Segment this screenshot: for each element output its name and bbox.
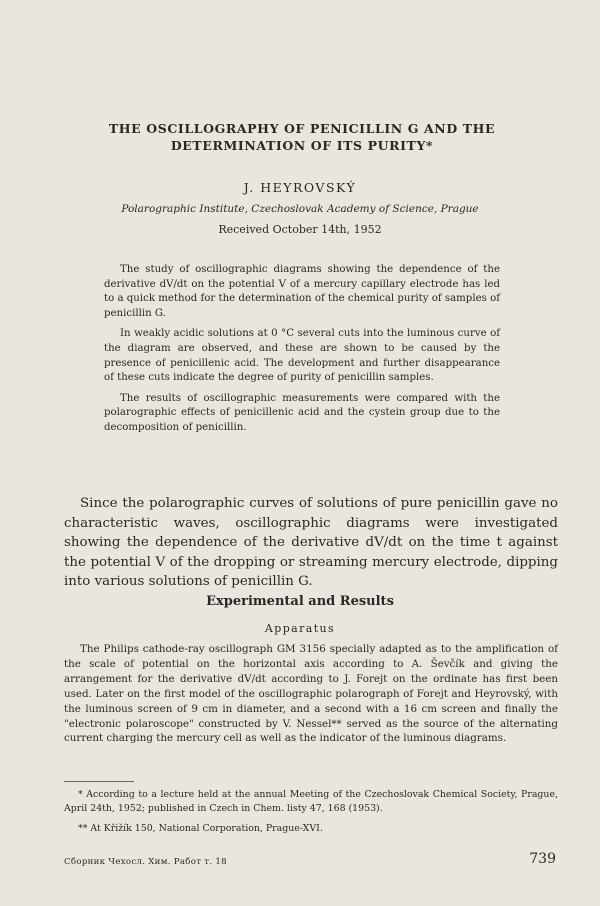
author-affiliation: Polarographic Institute, Czechoslovak Academy of Science, Prague <box>121 203 479 215</box>
running-footer: Сборник Чехосл. Хим. Работ т. 18 <box>64 857 227 867</box>
author-name: J. HEYROVSKÝ <box>243 180 357 195</box>
article-title: THE OSCILLOGRAPHY OF PENICILLIN G AND THE DETERMINATION OF ITS PURITY* <box>108 121 496 153</box>
received-date: Received October 14th, 1952 <box>218 223 382 236</box>
footnote-divider <box>64 781 134 782</box>
abstract-paragraph: The study of oscillographic diagrams showing the dependence of the derivative dV/dt on the potential V of a mercury capillary electrode has led to a quick method for the determination of the chemical purity of samples of penicillin G. <box>104 264 500 319</box>
abstract <box>104 263 500 442</box>
intro-paragraph: Since the polarographic curves of solutions of pure penicillin gave no characteristic waves, oscillographic diagrams were investigated showing the dependence of the derivative dV/dt on the time t against the potential V of the dropping or streaming mercury electrode, dipping into various solutions of penicillin G. <box>64 496 558 589</box>
footnote: ** At Křižík 150, National Corporation, Prague-XVI. <box>78 823 323 834</box>
page-number: 739 <box>529 851 556 867</box>
subsection-heading: Apparatus <box>264 622 336 635</box>
abstract-paragraph: In weakly acidic solutions at 0 °C several cuts into the luminous curve of the diagram are observed, and these are shown to be caused by the presence of penicillenic acid. The development and further disappearance of these cuts indicate the degree of purity of penicillin samples. <box>104 328 500 384</box>
footnote: * According to a lecture held at the annual Meeting of the Czechoslovak Chemical Society, Prague, April 24th, 1952; published in Czech in Chem. listy 47, 168 (1953). <box>64 789 558 814</box>
apparatus-paragraph: The Philips cathode-ray oscillograph GM 3156 specially adapted as to the amplification of the scale of potential on the horizontal axis according to A. Ševčík and giving the arrangement for the derivative dV/dt according to J. Forejt on the ordinate has first been used. Later on the first model of the oscillographic polarograph of Forejt and Heyrovský, with the luminous screen of 9 cm in diameter, and a second with a 16 cm screen and finally the "electronic polaroscope" constructed by V. Nessel** served as the source of the alternating current charging the mercury cell as well as the indicator of the luminous diagrams. <box>64 643 558 745</box>
abstract-paragraph: The results of oscillographic measurements were compared with the polarographic effects of penicillenic acid and the cystein group due to the decomposition of penicillin. <box>104 392 500 433</box>
section-heading: Experimental and Results <box>206 594 394 609</box>
